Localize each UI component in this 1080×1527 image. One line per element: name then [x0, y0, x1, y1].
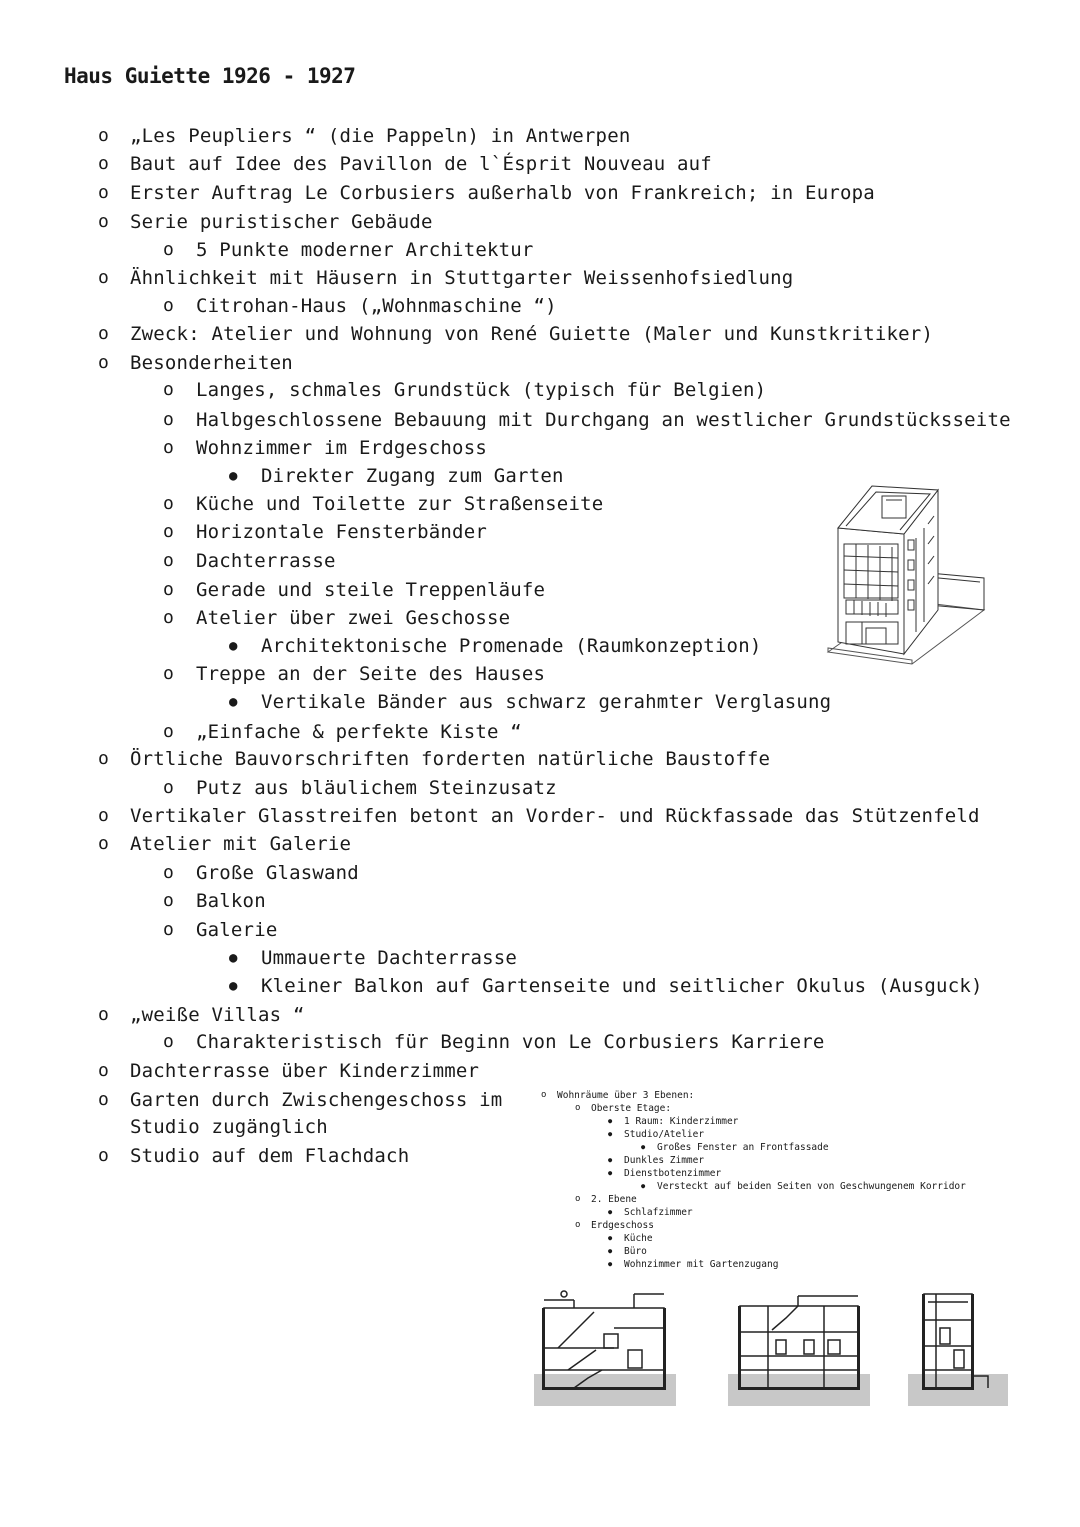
list-item: 1 Raum: Kinderzimmer [624, 1116, 739, 1127]
list-item-continuation: Studio zugänglich [130, 1116, 328, 1138]
list-bullet: ● [229, 694, 238, 710]
list-marker: o [163, 295, 174, 316]
list-item: Küche [624, 1233, 653, 1244]
list-bullet: ● [641, 1182, 646, 1190]
list-marker: o [575, 1103, 581, 1113]
list-marker: o [98, 267, 109, 288]
list-marker: o [98, 805, 109, 826]
list-bullet: ● [229, 978, 238, 994]
list-item: Baut auf Idee des Pavillon de l`Ésprit Nouveau auf [130, 153, 712, 175]
list-bullet: ● [608, 1117, 613, 1125]
list-item: Atelier mit Galerie [130, 833, 352, 855]
list-marker: o [98, 323, 109, 344]
list-item: Horizontale Fensterbänder [196, 521, 487, 543]
list-item: Studio auf dem Flachdach [130, 1145, 410, 1167]
list-item: „Les Peupliers “ (die Pappeln) in Antwerpen [130, 125, 631, 147]
list-item: Gerade und steile Treppenläufe [196, 579, 546, 601]
list-item: Versteckt auf beiden Seiten von Geschwungenem Korridor [657, 1181, 966, 1192]
list-item: Erster Auftrag Le Corbusiers außerhalb von Frankreich; in Europa [130, 182, 875, 204]
house-axonometric-drawing [822, 482, 990, 670]
list-item: Erdgeschoss [591, 1220, 654, 1231]
list-item: „weiße Villas “ [130, 1004, 305, 1026]
list-marker: o [163, 437, 174, 458]
list-item: Halbgeschlossene Bebauung mit Durchgang an westlicher Grundstücksseite [196, 409, 1011, 431]
list-item: Treppe an der Seite des Hauses [196, 663, 546, 685]
list-marker: o [98, 182, 109, 203]
section-drawing-longitudinal-a [534, 1284, 676, 1410]
list-item: Citrohan-Haus („Wohnmaschine “) [196, 295, 557, 317]
list-item: Charakteristisch für Beginn von Le Corbusiers Karriere [196, 1031, 825, 1053]
list-item: Oberste Etage: [591, 1103, 672, 1114]
list-bullet: ● [608, 1208, 613, 1216]
list-marker: o [98, 1004, 109, 1025]
list-item: Wohnzimmer mit Gartenzugang [624, 1259, 779, 1270]
list-bullet: ● [608, 1130, 613, 1138]
list-item: „Einfache & perfekte Kiste “ [196, 721, 522, 743]
section-drawing-transversal-c [908, 1284, 1008, 1410]
list-item: Vertikale Bänder aus schwarz gerahmter Verglasung [261, 691, 832, 713]
list-marker: o [163, 409, 174, 430]
list-marker: o [98, 833, 109, 854]
list-marker: o [163, 890, 174, 911]
list-item: Dienstbotenzimmer [624, 1168, 722, 1179]
list-bullet: ● [608, 1169, 613, 1177]
list-item: Büro [624, 1246, 647, 1257]
list-marker: o [98, 125, 109, 146]
list-item: Balkon [196, 890, 266, 912]
list-marker: o [163, 721, 174, 742]
list-marker: o [163, 493, 174, 514]
list-marker: o [575, 1194, 581, 1204]
list-item: Garten durch Zwischengeschoss im [130, 1089, 503, 1111]
list-bullet: ● [229, 950, 238, 966]
list-item: Atelier über zwei Geschosse [196, 607, 511, 629]
list-item: Architektonische Promenade (Raumkonzeption) [261, 635, 762, 657]
list-marker: o [98, 1145, 109, 1166]
list-item: Ähnlichkeit mit Häusern in Stuttgarter Weissenhofsiedlung [130, 267, 794, 289]
page-title: Haus Guiette 1926 - 1927 [64, 64, 356, 88]
list-item: Studio/Atelier [624, 1129, 705, 1140]
list-marker: o [163, 521, 174, 542]
list-marker: o [163, 1031, 174, 1052]
list-item: Dachterrasse [196, 550, 336, 572]
list-marker: o [163, 919, 174, 940]
list-bullet: ● [229, 468, 238, 484]
list-item: Direkter Zugang zum Garten [261, 465, 564, 487]
list-item: Schlafzimmer [624, 1207, 693, 1218]
list-marker: o [163, 550, 174, 571]
section-drawing-longitudinal-b [728, 1284, 870, 1410]
list-marker: o [163, 379, 174, 400]
list-marker: o [575, 1220, 581, 1230]
list-item: Serie puristischer Gebäude [130, 211, 433, 233]
list-item: Küche und Toilette zur Straßenseite [196, 493, 604, 515]
list-item: Galerie [196, 919, 278, 941]
list-marker: o [163, 862, 174, 883]
list-marker: o [163, 239, 174, 260]
list-marker: o [163, 777, 174, 798]
list-marker: o [98, 748, 109, 769]
list-item: Besonderheiten [130, 352, 293, 374]
list-marker: o [163, 579, 174, 600]
list-marker: o [98, 1060, 109, 1081]
list-item: Putz aus bläulichem Steinzusatz [196, 777, 557, 799]
list-bullet: ● [229, 638, 238, 654]
list-marker: o [163, 607, 174, 628]
list-item: Zweck: Atelier und Wohnung von René Guiette (Maler und Kunstkritiker) [130, 323, 934, 345]
list-marker: o [98, 153, 109, 174]
list-bullet: ● [641, 1143, 646, 1151]
list-item: Wohnräume über 3 Ebenen: [557, 1090, 695, 1101]
list-item: Kleiner Balkon auf Gartenseite und seitlicher Okulus (Ausguck) [261, 975, 983, 997]
list-item: Langes, schmales Grundstück (typisch für Belgien) [196, 379, 767, 401]
list-bullet: ● [608, 1247, 613, 1255]
list-item: Große Glaswand [196, 862, 359, 884]
list-bullet: ● [608, 1156, 613, 1164]
list-marker: o [98, 352, 109, 373]
list-marker: o [541, 1090, 547, 1100]
list-bullet: ● [608, 1234, 613, 1242]
list-marker: o [98, 211, 109, 232]
list-item: Wohnzimmer im Erdgeschoss [196, 437, 487, 459]
list-marker: o [163, 663, 174, 684]
list-item: Großes Fenster an Frontfassade [657, 1142, 829, 1153]
list-item: Vertikaler Glasstreifen betont an Vorder- und Rückfassade das Stützenfeld [130, 805, 980, 827]
list-item: Dachterrasse über Kinderzimmer [130, 1060, 480, 1082]
list-bullet: ● [608, 1260, 613, 1268]
list-marker: o [98, 1089, 109, 1110]
list-item: Örtliche Bauvorschriften forderten natürliche Baustoffe [130, 748, 771, 770]
list-item: 2. Ebene [591, 1194, 637, 1205]
list-item: Ummauerte Dachterrasse [261, 947, 518, 969]
list-item: Dunkles Zimmer [624, 1155, 705, 1166]
list-item: 5 Punkte moderner Architektur [196, 239, 534, 261]
